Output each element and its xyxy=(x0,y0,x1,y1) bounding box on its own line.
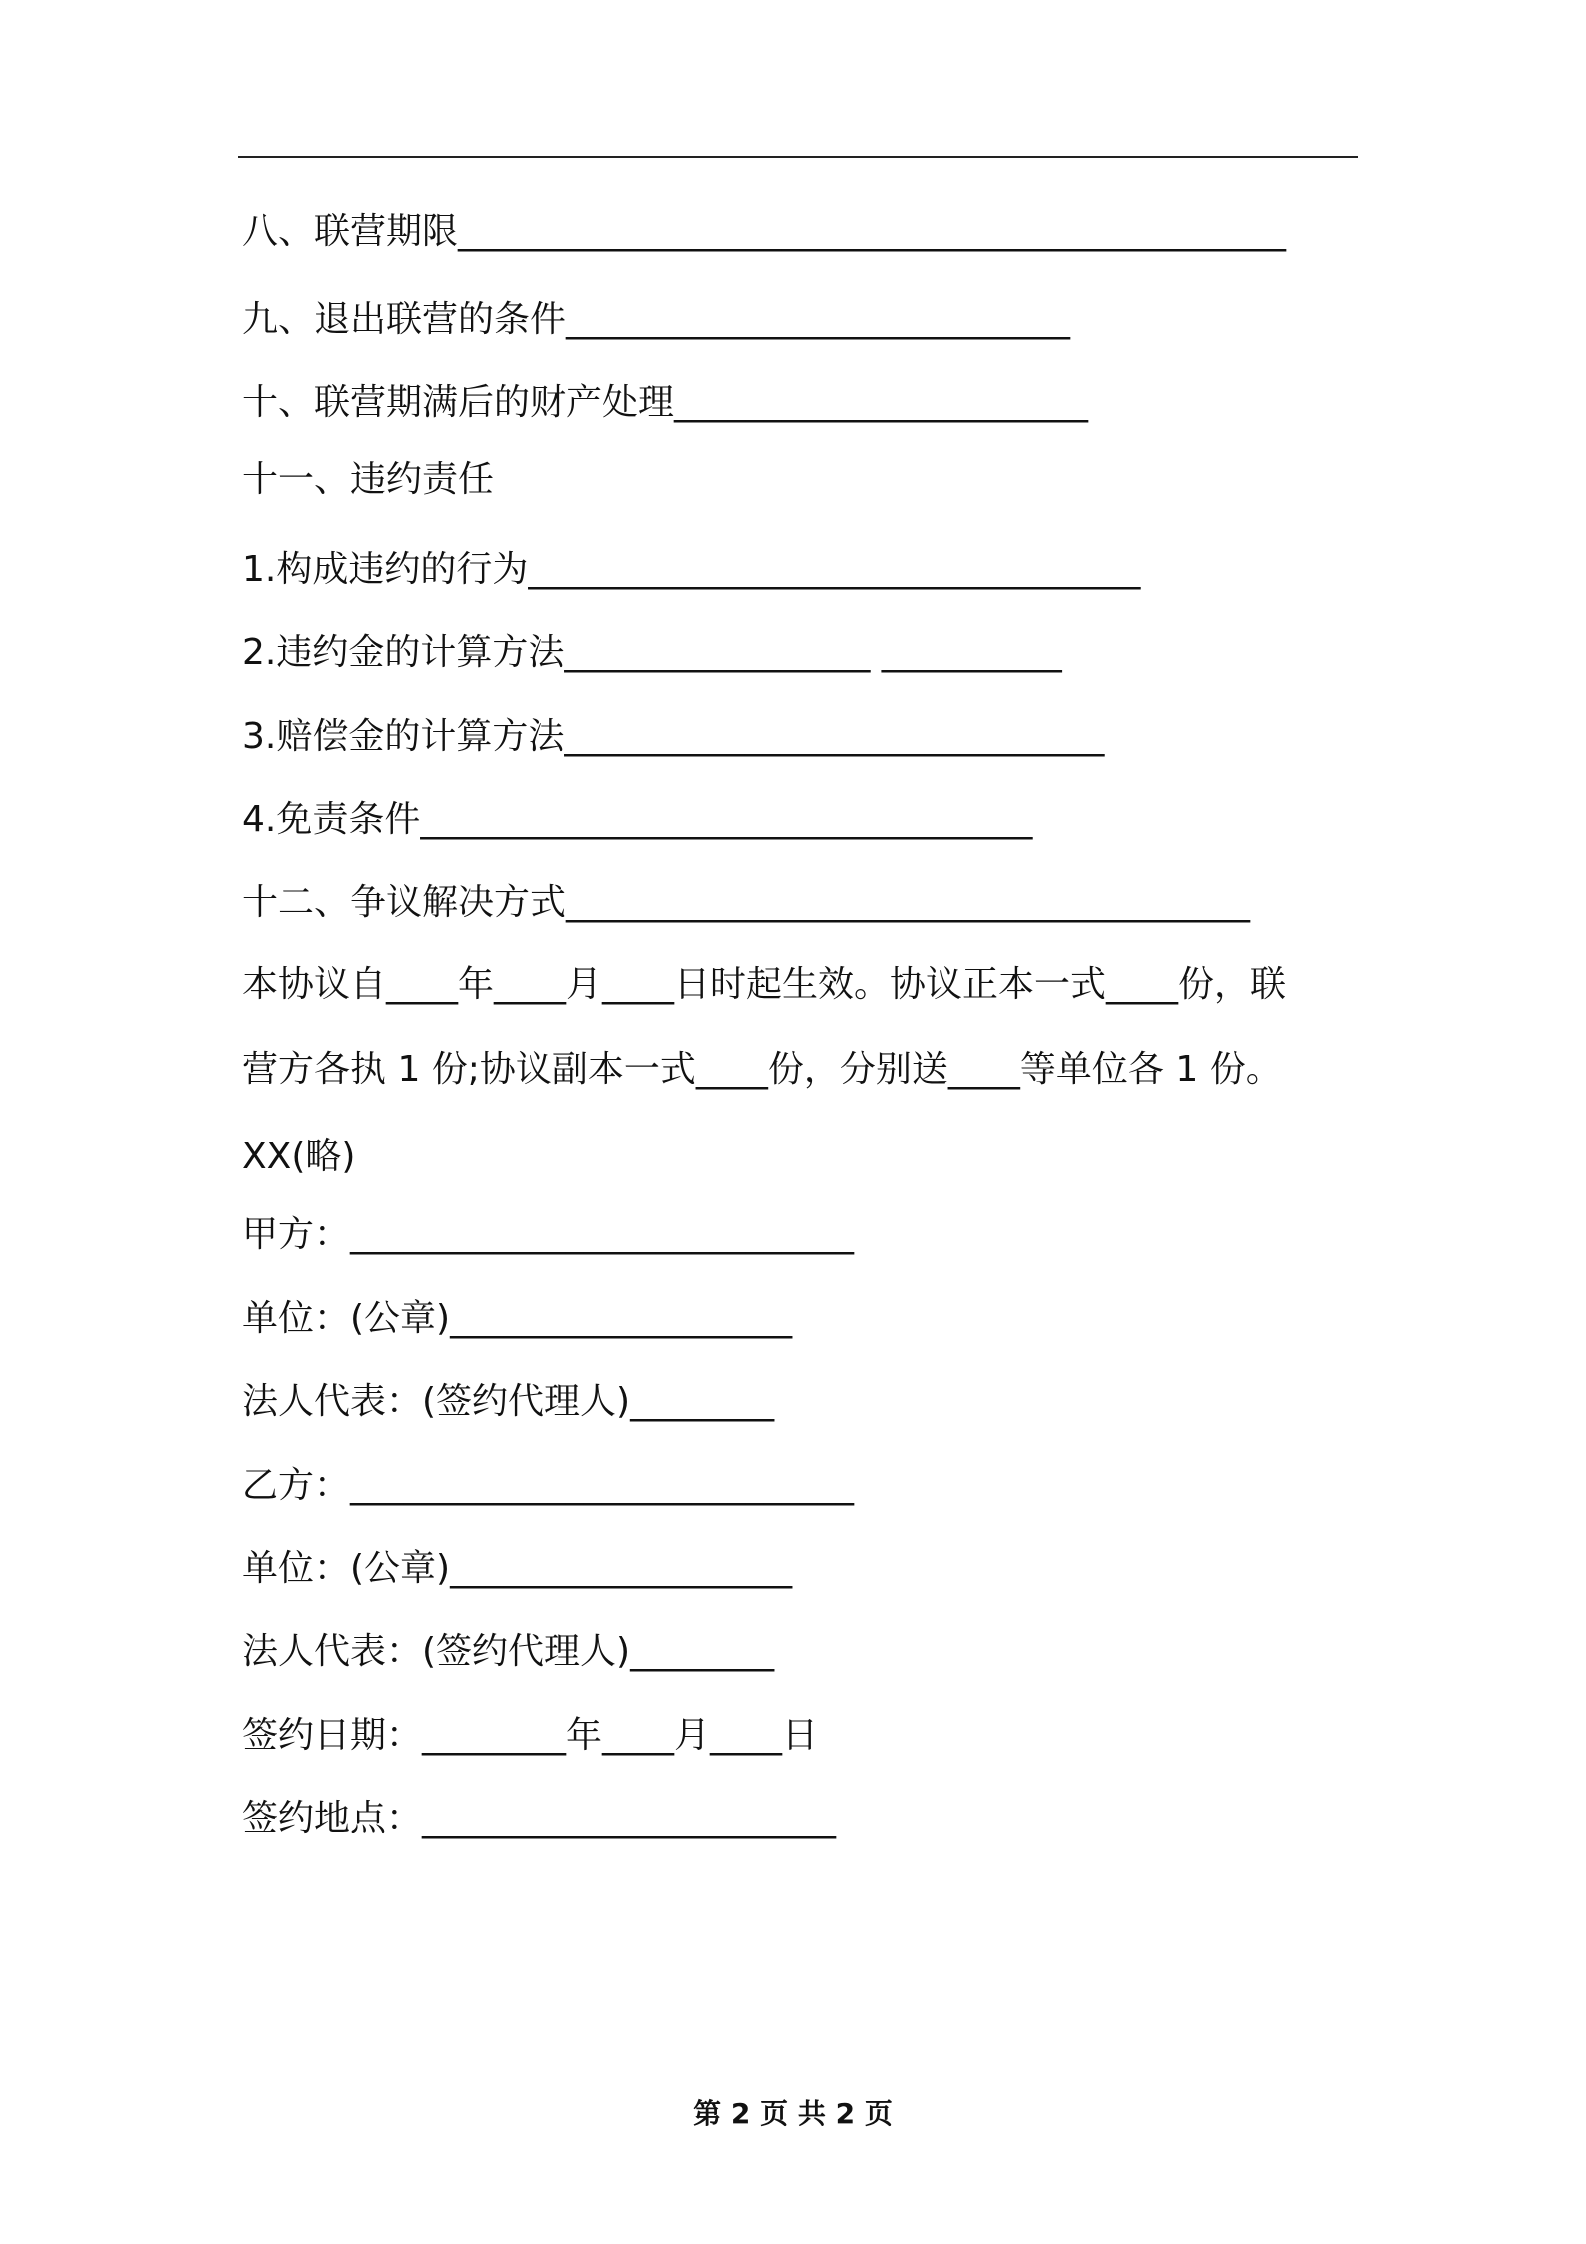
clause-11-item-2: 2.违约金的计算方法_________________ __________ xyxy=(242,632,1062,673)
effective-clause-line-2: 营方各执 1 份;协议副本一式____份，分别送____等单位各 1 份。 xyxy=(242,1049,1282,1090)
party-b-field: 乙方：____________________________ xyxy=(242,1465,855,1506)
party-b-legal-rep: 法人代表：(签约代理人)________ xyxy=(242,1631,775,1672)
header-rule xyxy=(238,156,1358,158)
clause-11-item-1: 1.构成违约的行为__________________________________ xyxy=(242,549,1141,590)
party-b-unit-seal: 单位：(公章)___________________ xyxy=(242,1548,793,1589)
clause-10-property-handling: 十、联营期满后的财产处理_______________________ xyxy=(242,382,1089,423)
clause-12-dispute-resolution: 十二、争议解决方式______________________________________ xyxy=(242,882,1251,923)
omitted-note: XX(略) xyxy=(242,1136,356,1177)
clause-8-term: 八、联营期限______________________________________________ xyxy=(242,211,1287,252)
clause-9-exit-conditions: 九、退出联营的条件____________________________ xyxy=(242,299,1071,340)
party-a-field: 甲方：____________________________ xyxy=(242,1214,855,1255)
clause-11-item-4: 4.免责条件__________________________________ xyxy=(242,799,1033,840)
signing-place: 签约地点：_______________________ xyxy=(242,1798,837,1839)
page-number-footer: 第 2 页 共 2 页 xyxy=(693,2097,893,2130)
clause-11-heading: 十一、违约责任 xyxy=(242,459,495,500)
party-a-legal-rep: 法人代表：(签约代理人)________ xyxy=(242,1381,775,1422)
clause-11-item-3: 3.赔偿金的计算方法______________________________ xyxy=(242,716,1105,757)
effective-clause-line-1: 本协议自____年____月____日时起生效。协议正本一式____份，联 xyxy=(242,964,1287,1005)
party-a-unit-seal: 单位：(公章)___________________ xyxy=(242,1298,793,1339)
signing-date: 签约日期：________年____月____日 xyxy=(242,1715,819,1756)
